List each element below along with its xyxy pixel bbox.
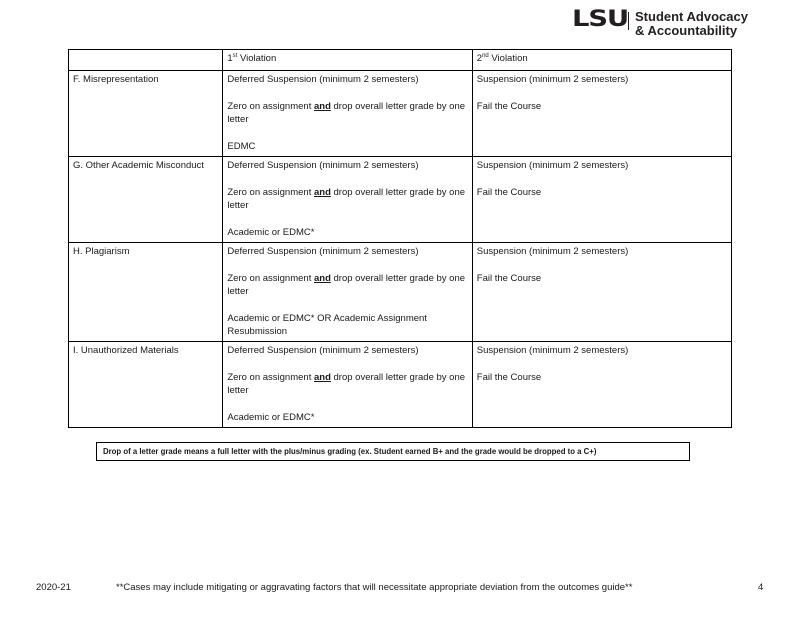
resolution-line: Academic or EDMC* [227, 227, 315, 238]
footer-year: 2020-21 [36, 582, 71, 593]
lsu-logo [572, 7, 748, 44]
logo-line-2: & Accountability [635, 23, 738, 38]
course-outcome: Fail the Course [476, 273, 542, 284]
lsu-logo-mark: LSU [572, 7, 628, 32]
offense-name: F. Misrepresentation [69, 71, 223, 157]
first-violation-cell [223, 157, 472, 243]
table-row [69, 157, 732, 243]
table-row [69, 71, 732, 157]
logo-line-1: Student Advocacy [635, 9, 748, 24]
header-second-num: 2 [476, 53, 483, 64]
grade-sanction [227, 100, 467, 126]
sanction-line: Suspension (minimum 2 semesters) [476, 246, 629, 257]
header-cell-offense [69, 50, 223, 71]
course-outcome: Fail the Course [476, 187, 542, 198]
header-first-num: 1 [227, 53, 233, 64]
grade-sanction [227, 186, 467, 212]
sanction-line: Deferred Suspension (minimum 2 semesters) [227, 160, 419, 171]
resolution-line: Academic or EDMC* [227, 412, 315, 423]
footer-disclaimer: **Cases may include mitigating or aggravating factors that will necessitate appropriate deviation from the outcomes guide** [116, 582, 633, 593]
and-emphasis: and [313, 273, 331, 284]
grade-text-post: drop overall letter grade by one letter [227, 372, 466, 396]
first-violation-cell [223, 71, 472, 157]
grade-text-pre: Zero on assignment [227, 372, 314, 383]
sanction-line: Deferred Suspension (minimum 2 semesters) [227, 345, 419, 356]
first-violation-cell [223, 243, 472, 342]
table-header-row [69, 50, 732, 71]
and-emphasis: and [313, 101, 331, 112]
page-number: 4 [758, 582, 764, 593]
sanction-line: Deferred Suspension (minimum 2 semesters) [227, 74, 419, 85]
sanction-line: Deferred Suspension (minimum 2 semesters) [227, 246, 419, 257]
table-row [69, 243, 732, 342]
outcomes-table [68, 49, 732, 428]
course-outcome: Fail the Course [476, 101, 542, 112]
header-second-sup: nd [482, 53, 489, 59]
grade-text-post: drop overall letter grade by one letter [227, 187, 466, 211]
course-outcome: Fail the Course [476, 372, 542, 383]
sanction-line: Suspension (minimum 2 semesters) [476, 74, 629, 85]
grade-sanction [227, 371, 467, 397]
resolution-line: EDMC [227, 141, 256, 152]
header-first-label: Violation [237, 53, 277, 64]
sanction-line: Suspension (minimum 2 semesters) [476, 160, 629, 171]
letter-grade-note: Drop of a letter grade means a full letter with the plus/minus grading (ex. Student earned B+ and the grade would be dropped to a C+) [96, 442, 690, 461]
table-row [69, 342, 732, 428]
resolution-line: Academic or EDMC* OR Academic Assignment Resubmission [227, 313, 427, 337]
grade-text-post: drop overall letter grade by one letter [227, 273, 466, 297]
and-emphasis: and [313, 372, 331, 383]
second-violation-cell [472, 243, 731, 342]
second-violation-cell [472, 157, 731, 243]
header-first-sup: st [232, 53, 238, 59]
grade-text-pre: Zero on assignment [227, 101, 314, 112]
header-cell-first-violation [223, 50, 472, 71]
first-violation-cell [223, 342, 472, 428]
offense-name: I. Unauthorized Materials [69, 342, 223, 428]
sanction-line: Suspension (minimum 2 semesters) [476, 345, 629, 356]
header-cell-second-violation [472, 50, 731, 71]
and-emphasis: and [313, 187, 331, 198]
grade-sanction [227, 272, 467, 298]
grade-text-post: drop overall letter grade by one letter [227, 101, 466, 125]
second-violation-cell [472, 342, 731, 428]
offense-name: H. Plagiarism [69, 243, 223, 342]
offense-name: G. Other Academic Misconduct [69, 157, 223, 243]
grade-text-pre: Zero on assignment [227, 187, 314, 198]
second-violation-cell [472, 71, 731, 157]
grade-text-pre: Zero on assignment [227, 273, 314, 284]
header-second-label: Violation [488, 53, 528, 64]
logo-department [635, 10, 748, 38]
